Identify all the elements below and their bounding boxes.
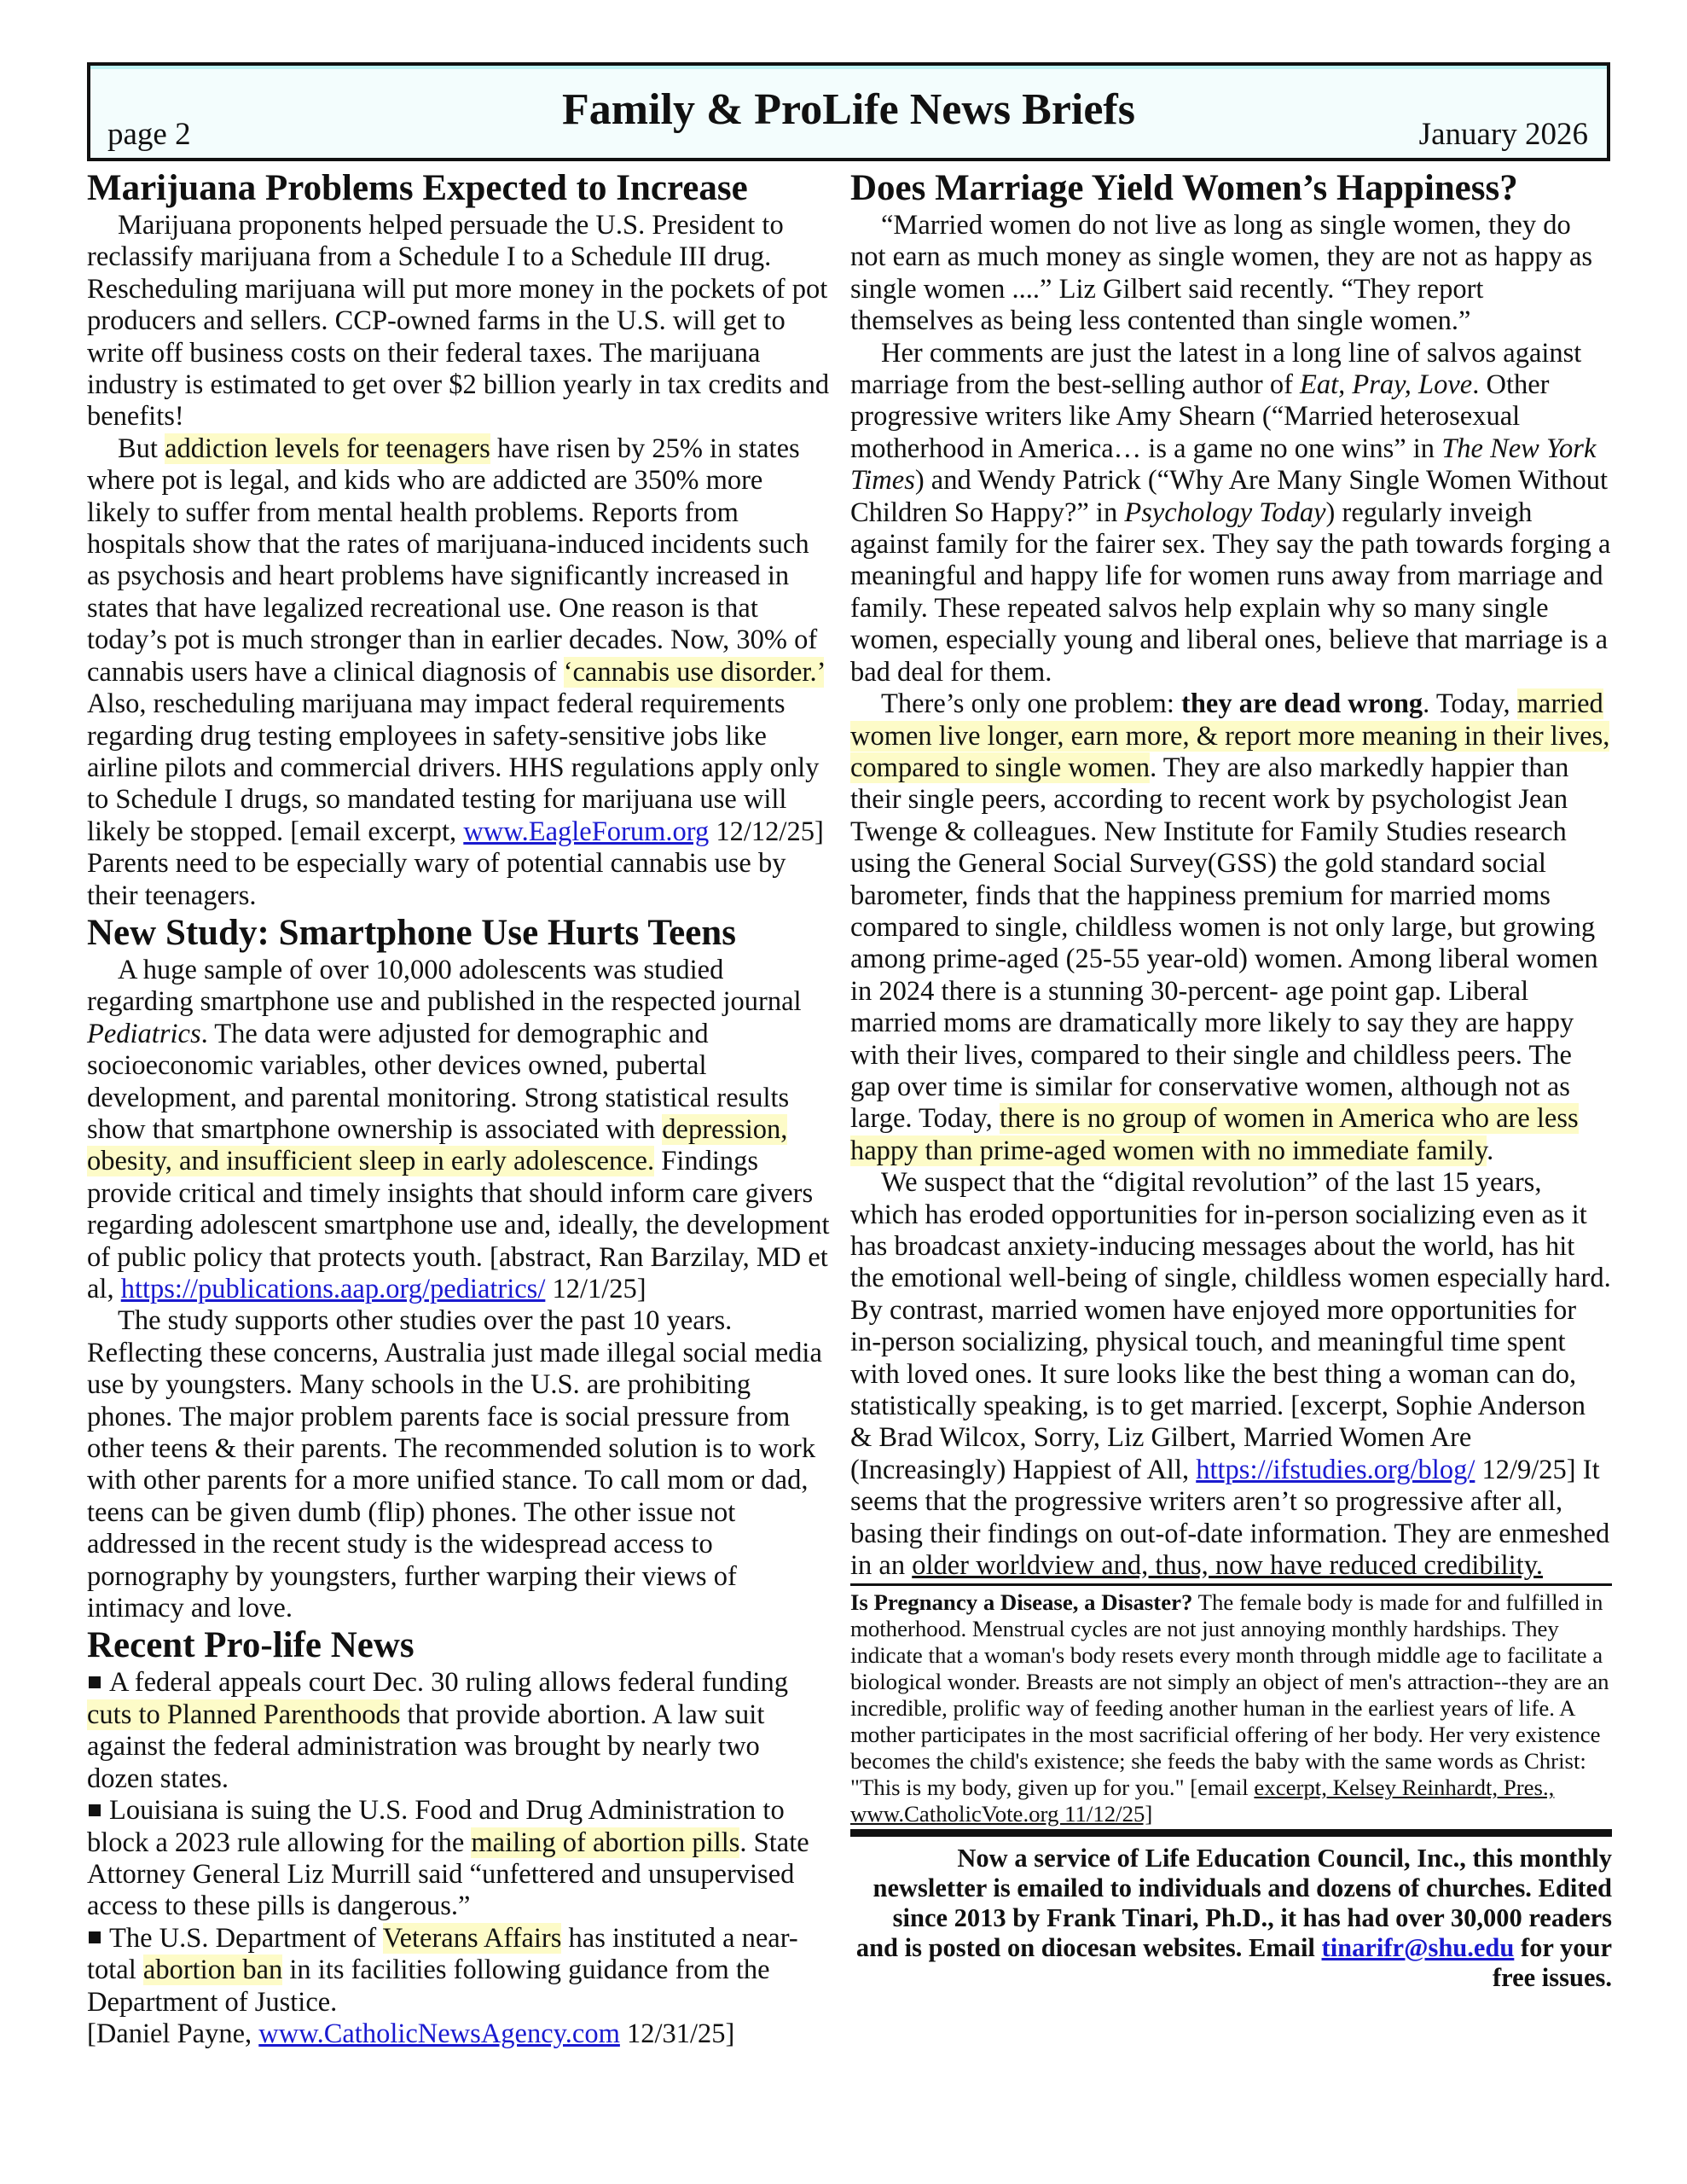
- highlighted-text: cuts to Planned Parenthoods: [87, 1699, 401, 1730]
- article-title: New Study: Smartphone Use Hurts Teens: [87, 912, 736, 953]
- news-item: [87, 1923, 831, 2018]
- left-column: [87, 167, 831, 2050]
- article-paragraph: [850, 1167, 1612, 1582]
- highlighted-text: mailing of abortion pills: [471, 1827, 740, 1858]
- text-run: Her comments are just the latest in a long line of salvos against marriage from the best-selling author of: [850, 337, 1582, 401]
- highlighted-text: depression, obesity, and insufficient sleep in early adolescence.: [87, 1113, 788, 1177]
- text-run: 12/9/25] It seems that the progressive writers aren’t so progressive after all, basing their findings on out-of-date information. They are enmeshed in an: [850, 1454, 1610, 1582]
- issue-date: January 2026: [1418, 117, 1588, 152]
- highlighted-text: ‘cannabis use disorder.’: [563, 656, 824, 688]
- text-run: A federal appeals court Dec. 30 ruling allows federal funding: [109, 1667, 788, 1699]
- text-run: There’s only one problem:: [881, 688, 1181, 720]
- highlighted-text: Veterans Affairs: [382, 1922, 562, 1954]
- text-run: .: [1487, 1135, 1494, 1166]
- text-run: But: [118, 433, 165, 464]
- article-paragraph: [87, 433, 831, 912]
- article-title: Recent Pro-life News: [87, 1625, 415, 1666]
- highlighted-text: married women live longer, earn more, & report more meaning in their lives, compared to single women: [850, 688, 1610, 783]
- highlighted-text: abortion ban: [142, 1955, 283, 1986]
- article-paragraph: [850, 1589, 1612, 1827]
- article-paragraph: The study supports other studies over the past 10 years. Reflecting these concerns, Australia just made illegal social media use by youngsters. Many schools in the U.S. are prohibiting phones. The major problem parents face is social pressure from other teens & their parents. The recommended solution is to work with other parents for a more unified stance. To call mom or dad, teens can be given dumb (flip) phones. The other issue not addressed in the recent study is the widespread access to pornography by youngsters, further warping their views of intimacy and love.: [87, 1305, 822, 1624]
- text-run: older worldview and, thus, now have reduced credibility.: [912, 1550, 1543, 1582]
- text-run: that provide abortion. A law suit against the federal administration was brought by nearly two dozen states.: [87, 1699, 765, 1794]
- newsletter-header: [87, 62, 1610, 161]
- square-bullet-icon: [89, 1676, 101, 1688]
- text-run: Also, rescheduling marijuana may impact federal requirements regarding drug testing employees in safety-sensitive jobs like airline pilots and commercial drivers. HHS regulations apply only to Schedule I drugs, so mandated testing for marijuana use will likely be stopped. [email excerpt,: [87, 688, 820, 847]
- text-run: . Today,: [1423, 688, 1517, 720]
- text-run: 12/12/25] Parents need to be especially wary of potential cannabis use by their teenagers.: [87, 816, 824, 911]
- highlighted-text: there is no group of women in America who are less happy than prime-aged women with no immediate family: [850, 1103, 1579, 1166]
- text-run: [Daniel Payne,: [87, 2018, 259, 2049]
- eagleforum-link[interactable]: www.EagleForum.org: [463, 816, 710, 847]
- text-run: . The data were adjusted for demographic and socioeconomic variables, other devices owned, pubertal development, and parental monitoring. Strong statistical results show that smartphone ownership is associated with: [87, 1018, 790, 1145]
- article-marijuana: [87, 167, 831, 912]
- text-run: . State Attorney General Liz Murrill said “unfettered and unsupervised access to these pills is dangerous.”: [87, 1827, 809, 1922]
- article-title: Does Marriage Yield Women’s Happiness?: [850, 168, 1518, 208]
- pediatrics-link[interactable]: https://publications.aap.org/pediatrics/: [120, 1274, 546, 1304]
- text-run: A huge sample of over 10,000 adolescents was studied regarding smartphone use and published in the respected journal: [87, 954, 802, 1018]
- article-smartphone: [87, 912, 831, 1625]
- ifstudies-link[interactable]: https://ifstudies.org/blog/: [1196, 1454, 1475, 1485]
- news-item: [87, 1795, 831, 1923]
- article-paragraph: “Married women do not live as long as single women, they do not earn as much money as single women, they are not as happy as single women ....” Liz Gilbert said recently. “They report themselves as being less contented than single women.”: [850, 210, 1593, 337]
- text-run: has instituted a near-total: [87, 1922, 798, 1986]
- article-title: Marijuana Problems Expected to Increase: [87, 168, 748, 208]
- publication-name: Psychology Today: [1124, 497, 1326, 528]
- text-run: The female body is made for and fulfilled in motherhood. Menstrual cycles are not just annoying monthly hardships. They indicate that a woman's body resets every month through middle age to facilitate a biological wonder. Breasts are not simply an object of men's attraction--they are an incredible, prolific way of feeding another human in the earliest years of life. A mother participates in the most sacrificial offering of her body. Her very existence becomes the child's existence; she feeds the baby with the same words as Christ: "This is my body, given up for you." [email: [850, 1589, 1609, 1801]
- article-paragraph: Marijuana proponents helped persuade the U.S. President to reclassify marijuana from a Schedule I to a Schedule III drug. Rescheduling marijuana will put more money in the pockets of pot producers and sellers. CCP-owned farms in the U.S. will get to write off business costs on their federal taxes. The marijuana industry is estimated to get over $2 billion yearly in tax credits and benefits!: [87, 210, 830, 433]
- highlighted-text: addiction levels for teenagers: [165, 433, 490, 464]
- article-title: Is Pregnancy a Disease, a Disaster?: [850, 1589, 1193, 1616]
- text-run: We suspect that the “digital revolution” of the last 15 years, which has eroded opportunities for in-person socializing even as it has broadcast anxiety-inducing messages about the world, has hit the emotional well-being of single, childless women especially hard. By contrast, married women have enjoyed more opportunities for in-person socializing, physical touch, and meaningful time spent with loved ones. It sure looks like the best thing a woman can do, statistically speaking, is to get married. [excerpt, Sophie Anderson & Brad Wilcox, Sorry, Liz Gilbert, Married Women Are (Increasingly) Happiest of All,: [850, 1167, 1611, 1485]
- text-run: in its facilities following guidance from the Department of Justice.: [87, 1955, 770, 2018]
- journal-name: Pediatrics: [87, 1018, 201, 1049]
- right-column: [850, 167, 1612, 1993]
- text-run: Louisiana is suing the U.S. Food and Drug Administration to block a 2023 rule allowing for the: [87, 1795, 785, 1858]
- email-link[interactable]: tinarifr@shu.edu: [1321, 1933, 1515, 1963]
- newsletter-title: Family & ProLife News Briefs: [562, 85, 1135, 134]
- text-run: Findings provide critical and timely insights that should inform care givers regarding adolescent smartphone use and, ideally, the development of public policy that protects youth. [abstract, Ran Barzilay, MD et al,: [87, 1146, 830, 1304]
- newsletter-footer: [850, 1844, 1612, 1993]
- divider: [850, 1829, 1612, 1837]
- text-run: for your free issues.: [1492, 1933, 1612, 1993]
- article-paragraph: [850, 688, 1612, 1167]
- text-run: ) regularly inveigh against family for the fairer sex. They say the path towards forging a meaningful and happy life for women runs away from marriage and family. These repeated salvos help explain why so many single women, especially young and liberal ones, believe that marriage is a bad deal for them.: [850, 497, 1611, 688]
- text-run: . They are also markedly happier than their single peers, according to recent work by psychologist Jean Twenge & colleagues. New Institute for Family Studies research using the General Social Survey(GSS) the gold standard social barometer, finds that the happiness premium for married moms compared to single, childless women is not only large, but growing among prime-aged (25-55 year-old) women. Among liberal women in 2024 there is a stunning 30-percent- age point gap. Liberal married moms are dramatically more likely to say they are happy with their lives, compared to their single and childless peers. The gap over time is similar for conservative women, although not as large. Today,: [850, 752, 1598, 1135]
- article-marriage: [850, 167, 1612, 1582]
- catholicnewsagency-link[interactable]: www.CatholicNewsAgency.com: [258, 2018, 620, 2049]
- text-run: 12/31/25]: [619, 2018, 735, 2049]
- square-bullet-icon: [89, 1931, 101, 1943]
- page-number: page 2: [107, 117, 191, 152]
- news-item: [87, 1667, 831, 1795]
- article-paragraph: [87, 955, 831, 1305]
- text-run: Now a service of Life Education Council, Inc., this monthly newsletter is emailed to individuals and dozens of churches. Edited since 2013 by Frank Tinari, Ph.D., it has had over 30,000 readers and is posted on diocesan websites. Email: [855, 1844, 1612, 1963]
- text-run: ) and Wendy Patrick (“Why Are Many Single Women Without Children So Happy?” in: [850, 465, 1608, 528]
- text-run: . Other progressive writers like Amy Shearn (“Married heterosexual motherhood in America… is a game no one wins” in: [850, 369, 1550, 464]
- text-run: have risen by 25% in states where pot is legal, and kids who are addicted are 350% more likely to suffer from mental health problems. Reports from hospitals show that the rates of marijuana-induced incidents such as psychosis and heart problems have significantly increased in states that have legalized recreational use. One reason is that today’s pot is much stronger than in earlier decades. Now, 30% of cannabis users have a clinical diagnosis of: [87, 433, 818, 688]
- article-paragraph: [850, 338, 1612, 688]
- publication-name: The New York Times: [850, 433, 1597, 497]
- square-bullet-icon: [89, 1804, 101, 1816]
- article-prolife-news: [87, 1624, 831, 2050]
- news-source: [87, 2018, 831, 2050]
- article-pregnancy: [850, 1583, 1612, 1837]
- book-title: Eat, Pray, Love: [1300, 369, 1473, 401]
- bold-text: they are dead wrong: [1181, 688, 1423, 720]
- source-citation: excerpt, Kelsey Reinhardt, Pres., www.CatholicVote.org 11/12/25]: [850, 1774, 1555, 1827]
- text-run: The U.S. Department of: [109, 1922, 383, 1954]
- text-run: 12/1/25]: [545, 1274, 646, 1304]
